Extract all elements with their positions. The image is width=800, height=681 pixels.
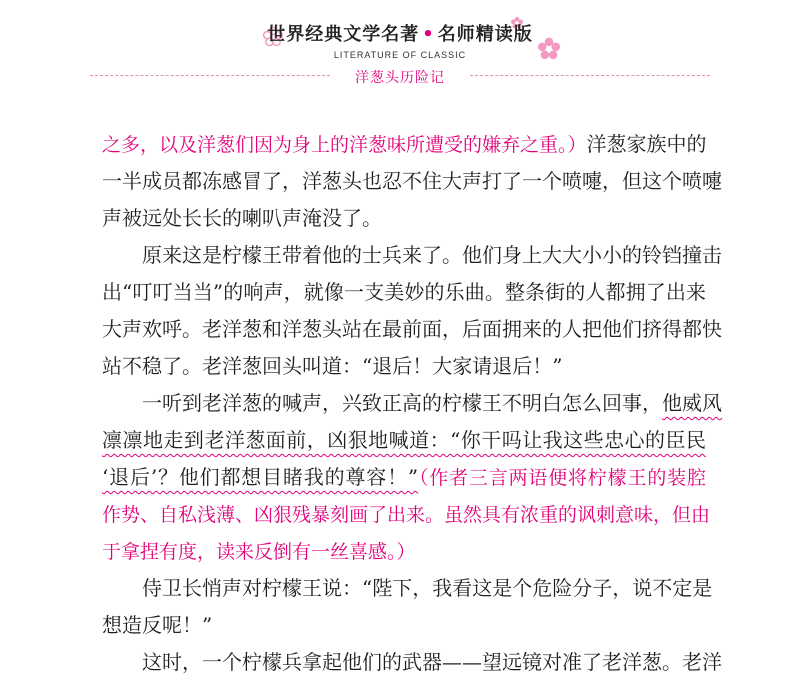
underlined-text: ‘退后’？他们都想目睹我的尊容！” [102,465,419,489]
annotation-text: （作者三言两语便将柠檬王的装腔 [418,467,706,489]
underlined-text: 凛凛地走到老洋葱面前，凶狠地喊道：“你干吗让我这些忠心的臣民 [102,428,706,452]
body-text-run: 出“叮叮当当”的响声，就像一支美妙的乐曲。整条街的人都拥了出来 [102,280,706,304]
series-subtitle: LITERATURE OF CLASSIC [333,50,467,60]
body-text-run: 洋葱家族中的 [586,132,707,156]
annotation-text: 作势、自私浅薄、凶狠残暴刻画了出来。虽然具有浓重的讽刺意味，但由 [102,504,711,526]
body-text [102,126,722,681]
text-line [102,274,706,311]
body-text-run: 原来这是柠檬王带着他的士兵来了。他们身上大大小小的铃铛撞击 [102,243,722,267]
text-line [102,385,722,422]
text-line [102,570,713,607]
page-header [0,0,800,100]
text-line [102,237,722,274]
series-separator: • [422,24,435,45]
body-text-run: 站不稳了。老洋葱回头叫道：“退后！大家请退后！” [102,354,563,378]
text-line [102,533,706,570]
body-text-run: 侍卫长悄声对柠檬王说：“陛下，我看这是个危险分子，说不定是 [102,576,713,600]
body-text-run: 大声欢呼。老洋葱和洋葱头站在最前面，后面拥来的人把他们挤得都快 [102,317,722,341]
text-line [102,126,706,163]
text-line [102,200,706,237]
text-line [102,311,722,348]
body-text-run: 声被远处长长的喇叭声淹没了。 [102,206,382,230]
body-text-run: 想造反呢！” [102,613,213,637]
text-line [102,348,706,385]
text-line [102,607,706,644]
body-text-run: 这时，一个柠檬兵拿起他们的武器——望远镜对准了老洋葱。老洋 [102,650,722,674]
body-text-run: 一听到老洋葱的喊声，兴致正高的柠檬王不明白怎么回事， [102,391,662,415]
text-line [102,496,711,533]
text-line [102,422,706,459]
series-title: 世界经典文学名著 • 名师精读版 [267,24,533,45]
text-line [102,644,722,681]
annotation-text: 于拿捏有度，读来反倒有一丝喜感。） [102,541,416,563]
text-line [102,163,722,200]
body-text-run: 一半成员都冻感冒了，洋葱头也忍不住大声打了一个喷嚏，但这个喷嚏 [102,169,722,193]
text-line [102,459,706,496]
chapter-title: 洋葱头历险记 [0,67,800,87]
annotation-text: 之多，以及洋葱们因为身上的洋葱味所遭受的嫌弃之重。） [102,134,587,156]
underlined-text: 他威风 [662,391,722,415]
